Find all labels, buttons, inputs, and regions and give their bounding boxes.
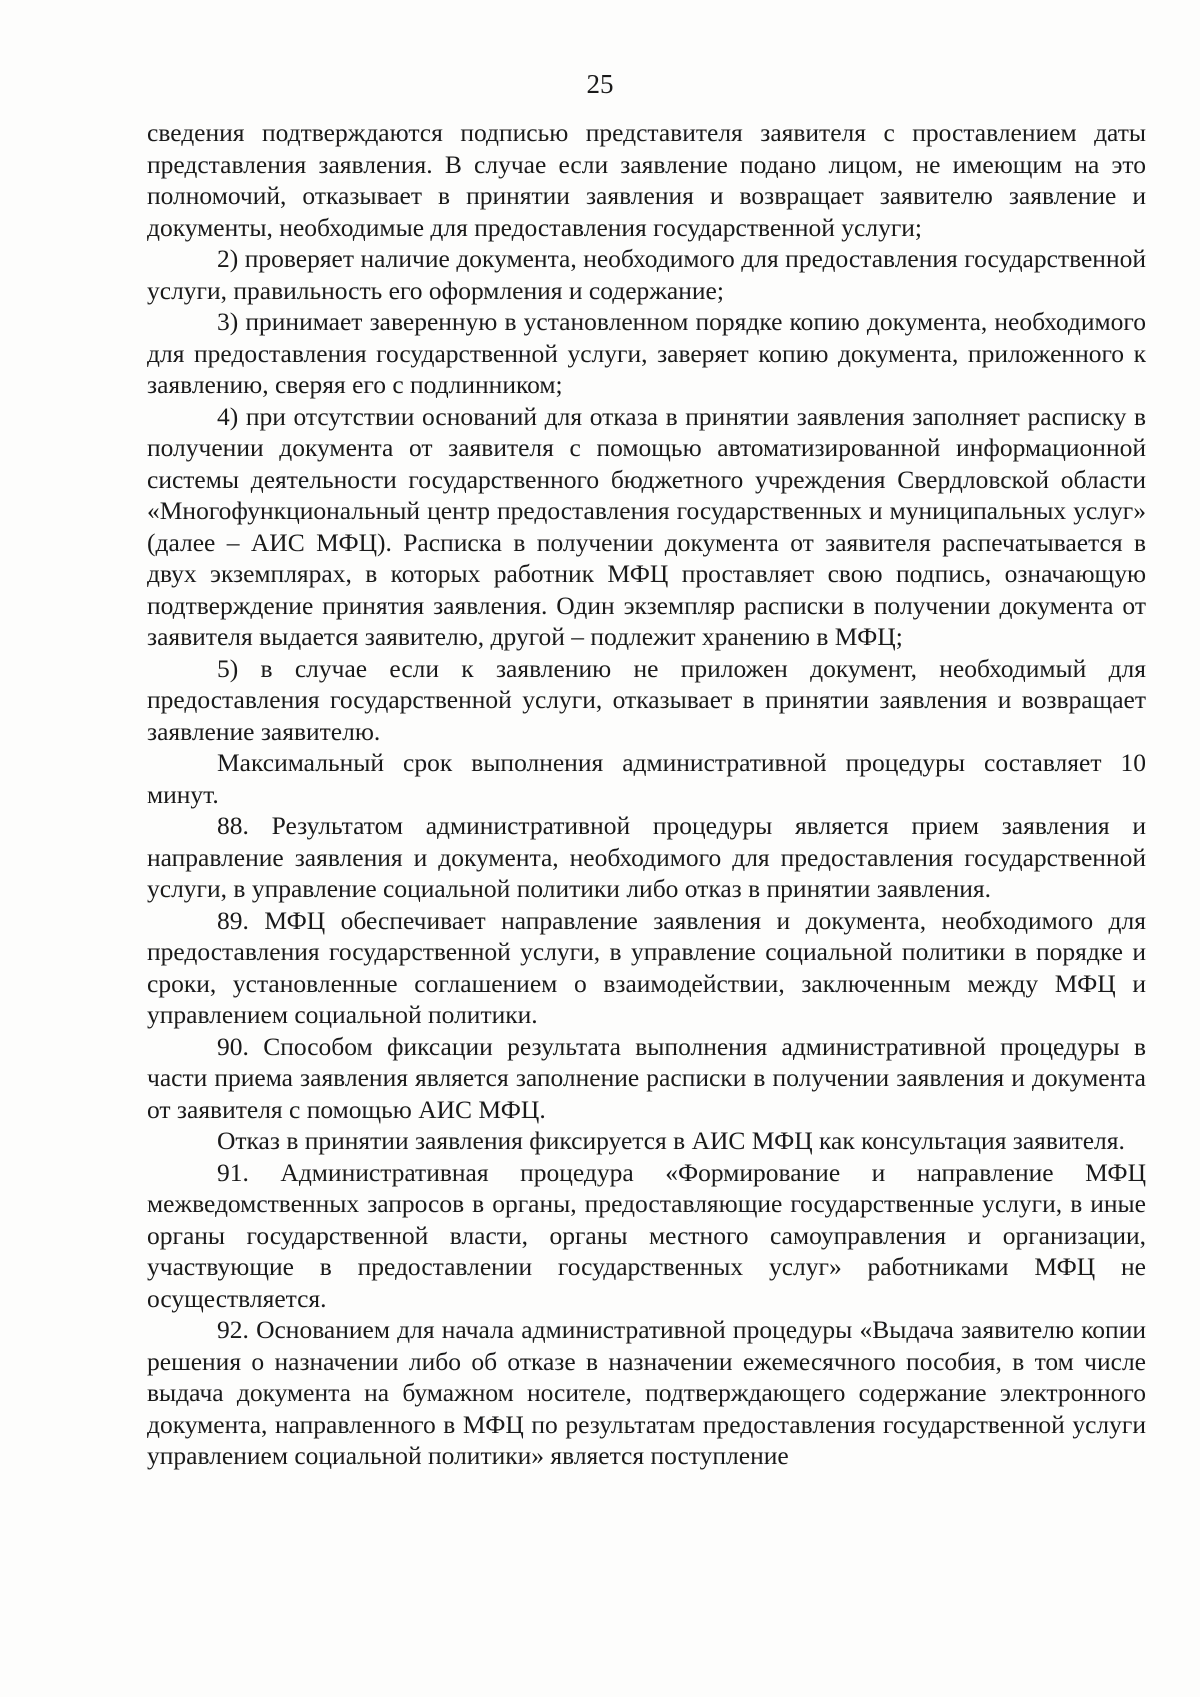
document-body (147, 117, 1146, 1472)
paragraph-item-3: 3) принимает заверенную в установленном порядке копию документа, необходимого для предоставления государственной услуги, заверяет копию документа, приложенного к заявлению, сверяя его с подлинником; (147, 307, 1146, 399)
paragraph-90: 90. Способом фиксации результата выполнения административной процедуры в части приема заявления является заполнение расписки в получении заявления и документа от заявителя с помощью АИС МФЦ. (147, 1031, 1146, 1124)
paragraph-item-2: 2) проверяет наличие документа, необходимого для предоставления государственной услуги, правильность его оформления и содержание; (147, 244, 1146, 305)
paragraph-92: 92. Основанием для начала административной процедуры «Выдача заявителю копии решения о назначении либо об отказе в назначении ежемесячного пособия, в том числе выдача документа на бумажном носителе, подтверждающего содержание электронного документа, направленного в МФЦ по результатам предоставления государственной услуги управлением социальной политики» является поступление (147, 1315, 1146, 1470)
paragraph-item-4: 4) при отсутствии оснований для отказа в принятии заявления заполняет расписку в получении документа от заявителя с помощью автоматизированной информационной системы деятельности государственного бюджетного учреждения Свердловской области «Многофункциональный центр предоставления государственных и муниципальных услуг» (далее – АИС МФЦ). Расписка в получении документа от заявителя распечатывается в двух экземплярах, в которых работник МФЦ проставляет свою подпись, означающую подтверждение принятия заявления. Один экземпляр расписки в получении документа от заявителя выдается заявителю, другой – подлежит хранению в МФЦ; (147, 401, 1146, 651)
paragraph-89: 89. МФЦ обеспечивает направление заявления и документа, необходимого для предоставления государственной услуги, в управление социальной политики в порядке и сроки, установленные соглашением о взаимодействии, заключенным между МФЦ и управлением социальной политики. (147, 905, 1146, 1029)
paragraph-max-time: Максимальный срок выполнения административной процедуры составляет 10 минут. (147, 748, 1146, 809)
paragraph-88: 88. Результатом административной процедуры является прием заявления и направление заявления и документа, необходимого для предоставления государственной услуги, в управление социальной политики либо отказ в принятии заявления. (147, 811, 1146, 903)
paragraph-refusal: Отказ в принятии заявления фиксируется в АИС МФЦ как консультация заявителя. (217, 1126, 1125, 1155)
paragraph-91: 91. Административная процедура «Формирование и направление МФЦ межведомственных запросов в органы, предоставляющие государственные услуги, в иные органы государственной власти, органы местного самоуправления и организации, участвующие в предоставлении государственных услуг» работниками МФЦ не осуществляется. (147, 1157, 1146, 1313)
paragraph-item-5: 5) в случае если к заявлению не приложен документ, необходимый для предоставления государственной услуги, отказывает в принятии заявления и возвращает заявление заявителю. (147, 653, 1146, 746)
paragraph-continuation: сведения подтверждаются подписью представителя заявителя с проставлением даты представления заявления. В случае если заявление подано лицом, не имеющим на это полномочий, отказывает в принятии заявления и возвращает заявителю заявление и документы, необходимые для предоставления государственной услуги; (147, 118, 1146, 242)
page-number: 25 (586, 69, 614, 99)
